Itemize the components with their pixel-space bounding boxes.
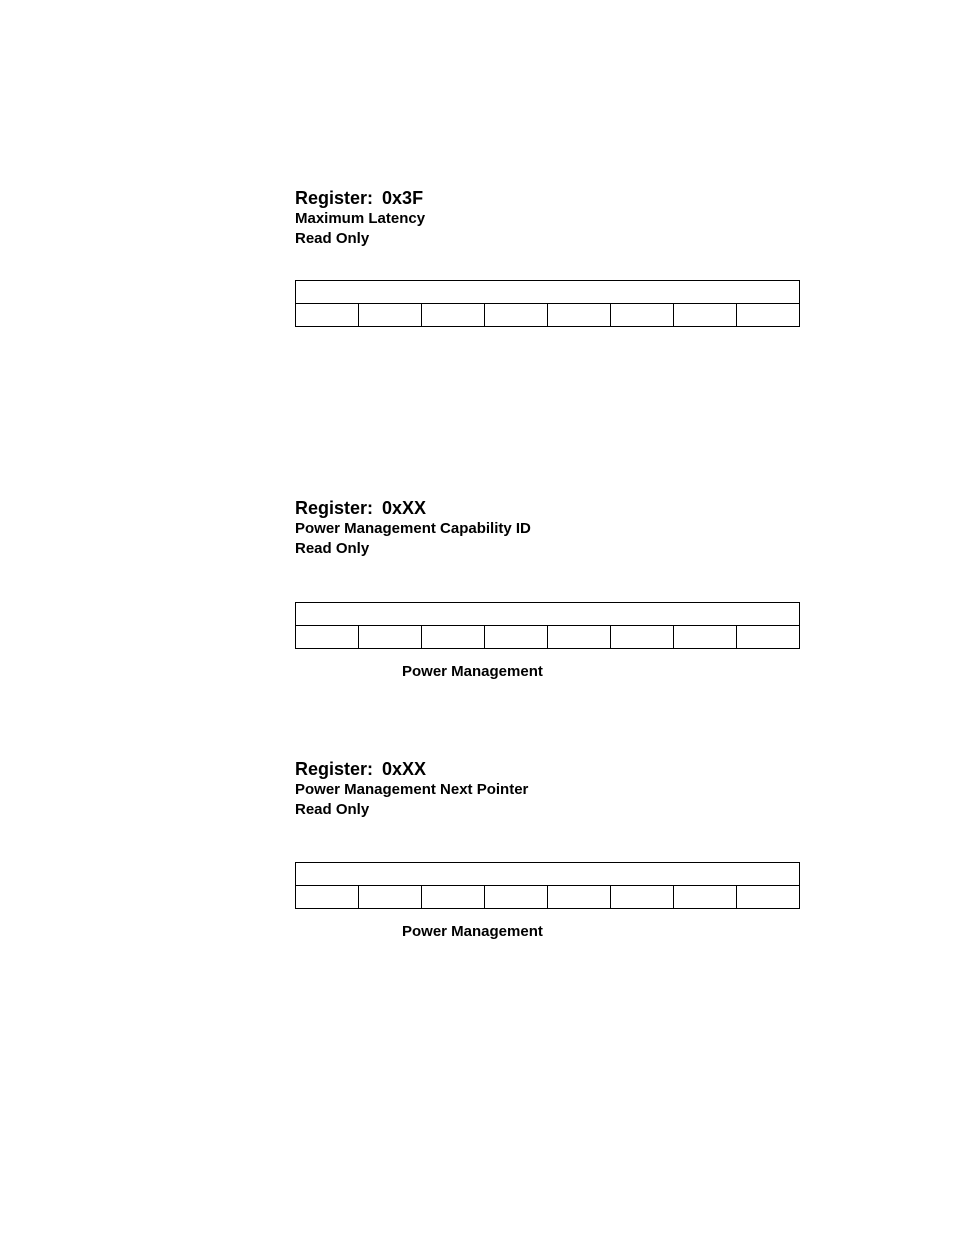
register-heading [295, 187, 801, 209]
register-label: Register: [295, 188, 374, 208]
bit-cell [674, 304, 737, 327]
bit-cell [611, 626, 674, 649]
register-heading [295, 758, 801, 780]
bit-row [296, 626, 800, 649]
field-row [296, 281, 800, 304]
bit-cell [548, 886, 611, 909]
bit-cell [674, 886, 737, 909]
field-row [296, 603, 800, 626]
bit-field-table [295, 602, 800, 649]
register-name: Power Management Next Pointer [295, 781, 529, 798]
bit-cell [485, 626, 548, 649]
register-access: Read Only [295, 540, 370, 557]
bit-row [296, 304, 800, 327]
register-address: 0x3F [382, 188, 424, 208]
bit-cell [359, 886, 422, 909]
register-caption: Power Management [402, 923, 543, 940]
bit-cell [422, 626, 485, 649]
register-block-pm-capability-id [295, 497, 801, 680]
bit-cell [422, 886, 485, 909]
register-label: Register: [295, 498, 374, 518]
bit-row [296, 886, 800, 909]
bit-cell [359, 304, 422, 327]
field-cell [296, 863, 800, 886]
register-block-max-latency [295, 187, 801, 249]
bit-cell [296, 886, 359, 909]
field-cell [296, 281, 800, 304]
register-caption: Power Management [402, 663, 543, 680]
bit-cell [737, 886, 800, 909]
bit-field-table [295, 280, 800, 327]
register-label: Register: [295, 759, 374, 779]
register-access: Read Only [295, 801, 370, 818]
bit-cell [485, 886, 548, 909]
register-heading [295, 497, 801, 519]
bit-cell [611, 304, 674, 327]
field-cell [296, 603, 800, 626]
bit-cell [737, 626, 800, 649]
register-block-pm-next-pointer [295, 758, 801, 940]
bit-cell [548, 304, 611, 327]
bit-cell [548, 626, 611, 649]
bit-field-table [295, 862, 800, 909]
bit-cell [485, 304, 548, 327]
bit-cell [359, 626, 422, 649]
register-address: 0xXX [382, 759, 427, 779]
bit-cell [296, 304, 359, 327]
field-row [296, 863, 800, 886]
register-access: Read Only [295, 230, 370, 247]
bit-cell [737, 304, 800, 327]
register-name: Power Management Capability ID [295, 520, 531, 537]
bit-cell [674, 626, 737, 649]
register-address: 0xXX [382, 498, 427, 518]
bit-cell [611, 886, 674, 909]
register-name: Maximum Latency [295, 210, 426, 227]
bit-cell [296, 626, 359, 649]
bit-cell [422, 304, 485, 327]
